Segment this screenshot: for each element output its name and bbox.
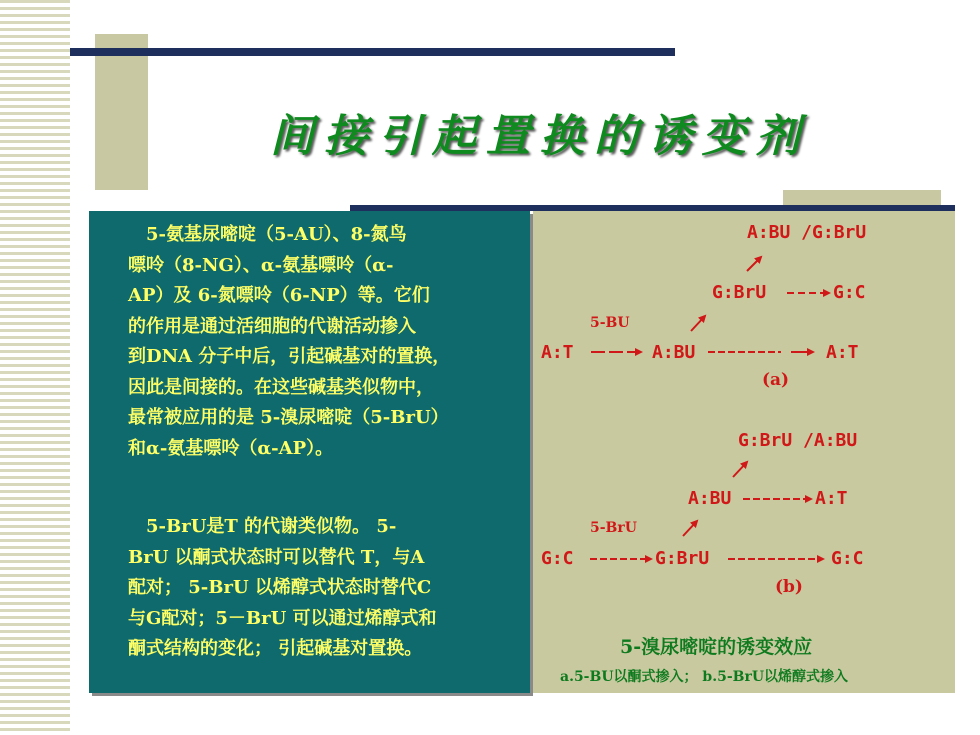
fig-a-mid-right: G:C bbox=[833, 282, 866, 303]
figure-arrows bbox=[533, 211, 955, 693]
text-line: 最常被应用的是 5-溴尿嘧啶（5-BrU） bbox=[128, 407, 449, 428]
top-divider-bar bbox=[70, 48, 675, 56]
text-line: 酮式结构的变化； 引起碱基对置换。 bbox=[128, 638, 423, 659]
text-line: 5-BrU是T 的代谢类似物。 5- bbox=[128, 516, 397, 537]
slide-title: 间接引起置换的诱变剂 bbox=[270, 111, 810, 162]
fig-a-label: (a) bbox=[762, 370, 790, 390]
arrow-diagonal bbox=[683, 521, 697, 536]
fig-a-mid-left: G:BrU bbox=[712, 282, 767, 303]
fig-b-mid-left: A:BU bbox=[688, 488, 732, 509]
fig-a-top-pair: A:BU /G:BrU bbox=[747, 222, 867, 243]
decorative-block-left bbox=[95, 34, 148, 190]
fig-a-row-start: A:T bbox=[541, 342, 574, 363]
fig-b-mid-right: A:T bbox=[815, 488, 848, 509]
fig-a-agent-label: 5-BU bbox=[590, 315, 630, 331]
paragraph-2 bbox=[128, 512, 538, 665]
text-line: 和α-氨基嘌呤（α-AP）。 bbox=[128, 437, 334, 459]
text-line: 的作用是通过活细胞的代谢活动掺入 bbox=[128, 315, 416, 337]
text-line: 与G配对；5－BrU 可以通过烯醇式和 bbox=[128, 607, 437, 629]
fig-a-row-end: A:T bbox=[826, 342, 859, 363]
fig-b-top-pair: G:BrU /A:BU bbox=[738, 430, 858, 451]
figure-caption: 5-溴尿嘧啶的诱变效应 bbox=[620, 636, 813, 658]
fig-b-agent-label: 5-BrU bbox=[590, 520, 637, 536]
fig-b-label: (b) bbox=[775, 577, 803, 597]
arrow-diagonal bbox=[733, 462, 747, 477]
figure-subcaption: a.5-BU以酮式掺入； b.5-BrU以烯醇式掺入 bbox=[560, 669, 849, 685]
fig-a-row-mid: A:BU bbox=[652, 342, 696, 363]
fig-b-row-mid: G:BrU bbox=[655, 548, 710, 569]
text-line: BrU 以酮式状态时可以替代 T，与A bbox=[128, 546, 425, 568]
arrow-diagonal bbox=[691, 316, 705, 331]
text-line: 到DNA 分子中后，引起碱基对的置换， bbox=[128, 346, 451, 367]
fig-b-row-start: G:C bbox=[541, 548, 574, 569]
paragraph-1 bbox=[128, 220, 538, 464]
fig-b-row-end: G:C bbox=[831, 548, 864, 569]
text-line: 因此是间接的。在这些碱基类似物中， bbox=[128, 376, 434, 398]
decorative-stripes bbox=[0, 0, 70, 735]
text-line: 5-氨基尿嘧啶（5-AU）、8-氮鸟 bbox=[128, 224, 407, 245]
text-line: AP）及 6-氮嘌呤（6-NP）等。它们 bbox=[128, 285, 430, 306]
arrow-diagonal bbox=[747, 257, 761, 271]
text-line: 配对； 5-BrU 以烯醇式状态时替代C bbox=[128, 577, 432, 598]
text-line: 嘌呤（8-NG）、α-氨基嘌呤（α- bbox=[128, 254, 394, 276]
